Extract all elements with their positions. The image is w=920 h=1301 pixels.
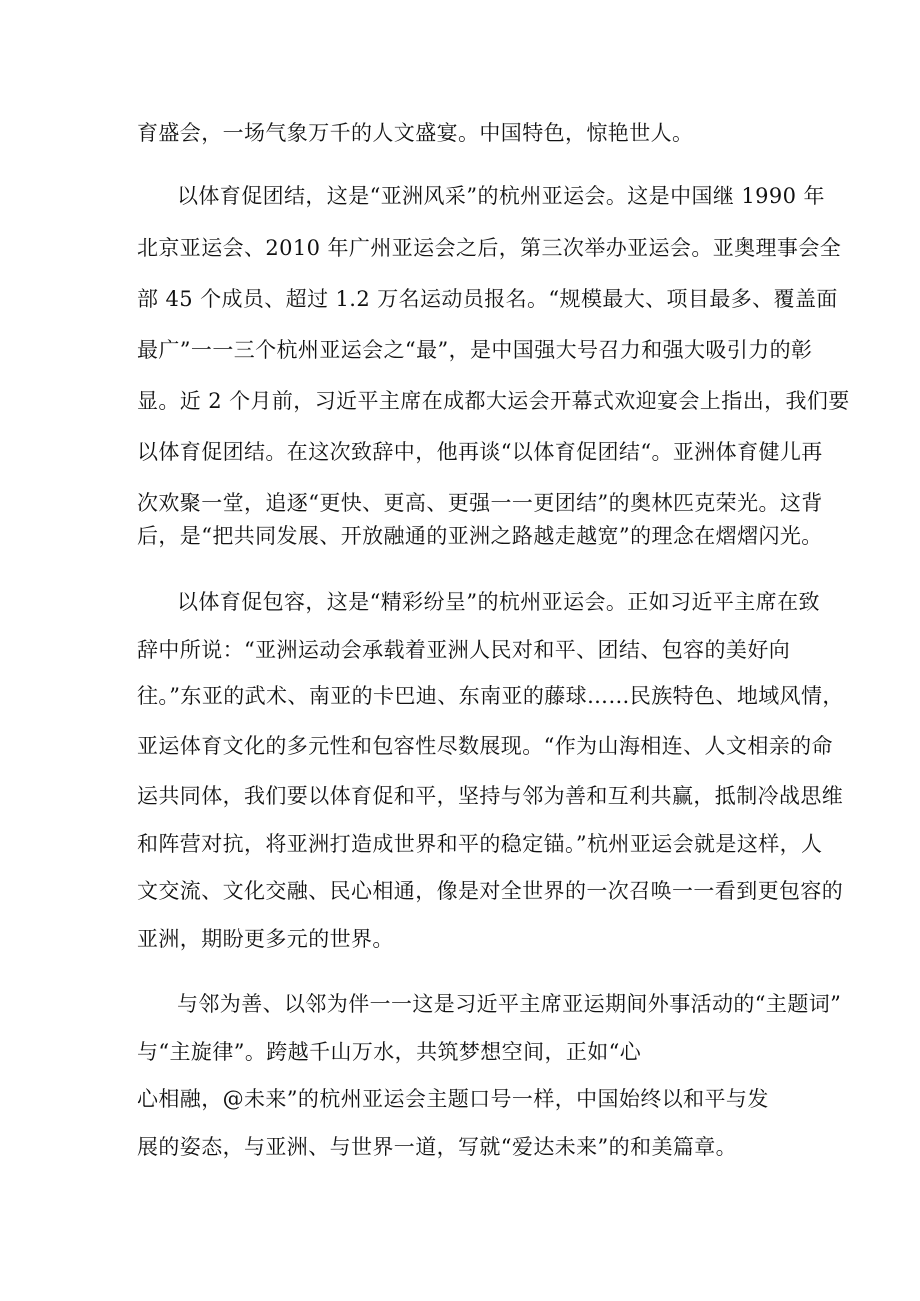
text-line: 次欢聚一堂，追逐“更快、更高、更强一一更团结”的奥林匹克荣光。这背 bbox=[137, 491, 823, 515]
text-line: 部 45 个成员、超过 1.2 万名运动员报名。“规模最大、项目最多、覆盖面 bbox=[137, 287, 838, 311]
text-line: 与“主旋律”。跨越千山万水，共筑梦想空间，正如“心 bbox=[137, 1040, 642, 1064]
text-line: 运共同体，我们要以体育促和平，坚持与邻为善和互利共赢，抵制冷战思维 bbox=[137, 784, 844, 808]
text-line: 显。近 2 个月前，习近平主席在成都大运会开幕式欢迎宴会上指出，我们要 bbox=[137, 389, 850, 413]
text-line: 文交流、文化交融、民心相通，像是对全世界的一次召唤一一看到更包容的 bbox=[137, 879, 844, 903]
text-line: 辞中所说：“亚洲运动会承载着亚洲人民对和平、团结、包容的美好向 bbox=[137, 638, 791, 662]
text-line: 育盛会，一场气象万千的人文盛宴。中国特色，惊艳世人。 bbox=[137, 121, 694, 145]
text-line: 以体育促包容，这是“精彩纷呈”的杭州亚运会。正如习近平主席在致 bbox=[177, 590, 820, 614]
text-line: 心相融，@未来”的杭州亚运会主题口号一样，中国始终以和平与发 bbox=[137, 1087, 769, 1111]
text-line: 最广”一一三个杭州亚运会之“最”，是中国强大号召力和强大吸引力的彰 bbox=[137, 338, 813, 362]
text-line: 展的姿态，与亚洲、与世界一道，写就“爱达未来”的和美篇章。 bbox=[137, 1135, 738, 1159]
text-line: 往。”东亚的武术、南亚的卡巴迪、东南亚的藤球……民族特色、地域风情， bbox=[137, 684, 844, 708]
text-line: 和阵营对抗，将亚洲打造成世界和平的稳定锚。”杭州亚运会就是这样，人 bbox=[137, 832, 823, 856]
text-line: 后，是“把共同发展、开放融通的亚洲之路越走越宽”的理念在熠熠闪光。 bbox=[137, 524, 823, 548]
text-line: 北京亚运会、2010 年广州亚运会之后，第三次举办亚运会。亚奥理事会全 bbox=[137, 236, 842, 260]
text-line: 与邻为善、以邻为伴一一这是习近平主席亚运期间外事活动的“主题词” bbox=[177, 992, 842, 1016]
text-line: 以体育促团结，这是“亚洲风采”的杭州亚运会。这是中国继 1990 年 bbox=[177, 184, 825, 208]
text-line: 亚运体育文化的多元性和包容性尽数展现。“作为山海相连、人文相亲的命 bbox=[137, 734, 833, 758]
text-line: 亚洲，期盼更多元的世界。 bbox=[137, 927, 394, 951]
text-line: 以体育促团结。在这次致辞中，他再谈“以体育促团结“。亚洲体育健儿再 bbox=[137, 440, 823, 464]
